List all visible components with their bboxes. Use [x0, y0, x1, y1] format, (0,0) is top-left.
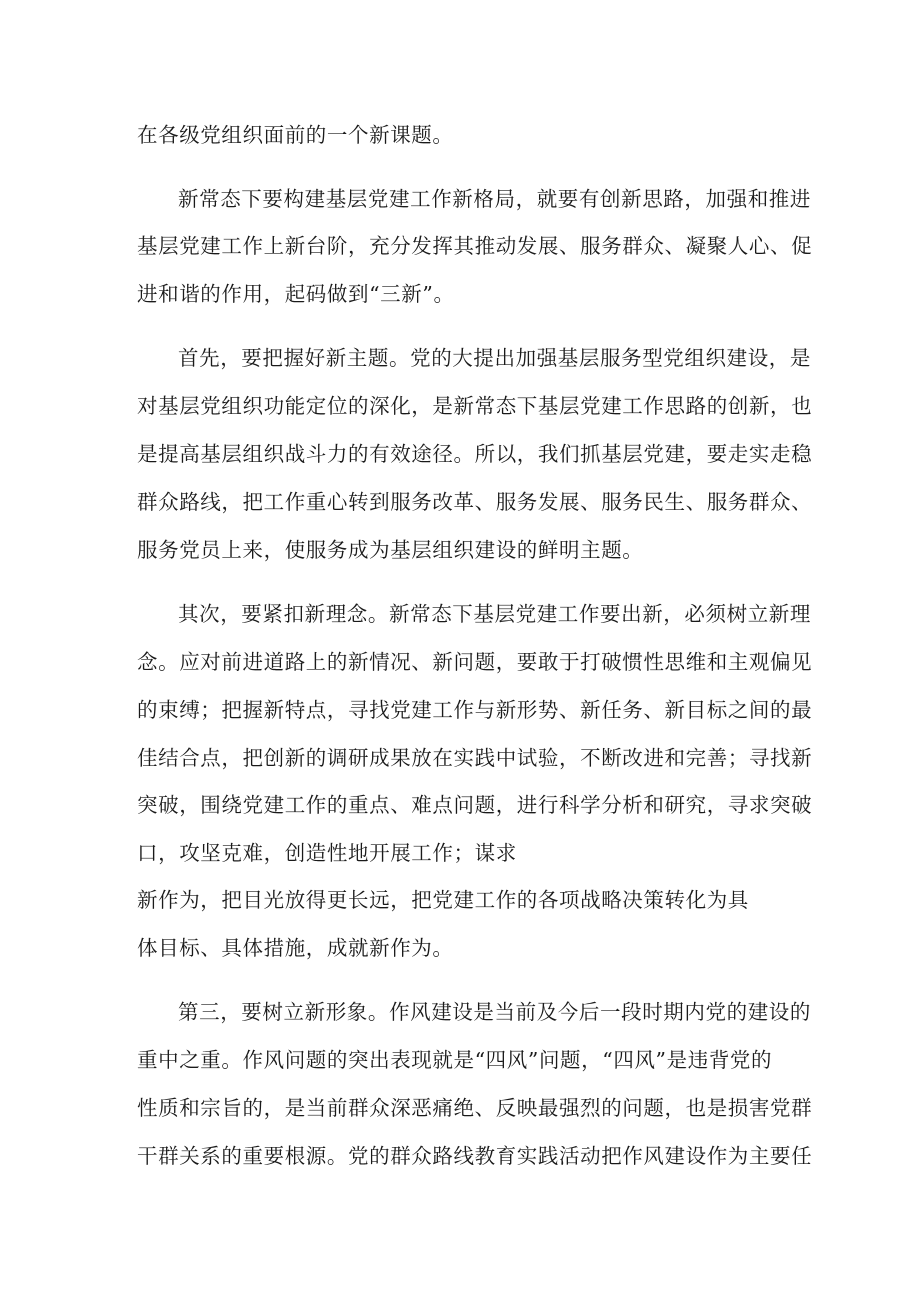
- paragraph-first-line: 新常态下要构建基层党建工作新格局，就要有创新思路，加强和推进: [178, 187, 811, 211]
- paragraph-first-line: 首先，要把握好新主题。党的大提出加强基层服务型党组织建设，是: [178, 346, 811, 370]
- text-line: 口，攻坚克难，创造性地开展工作；谋求: [137, 841, 517, 865]
- text-line: 念。应对前进道路上的新情况、新问题，要敢于打破惯性思维和主观偏见: [137, 650, 813, 674]
- paragraph-first-line: 其次，要紧扣新理念。新常态下基层党建工作要出新，必须树立新理: [178, 602, 811, 626]
- text-line: 重中之重。作风问题的突出表现就是“四风”问题，“四风”是违背党的: [137, 1048, 773, 1072]
- text-line: 性质和宗旨的，是当前群众深恶痛绝、反映最强烈的问题，也是损害党群: [137, 1096, 813, 1120]
- text-line: 干群关系的重要根源。党的群众路线教育实践活动把作风建设作为主要任: [137, 1144, 813, 1168]
- text-line: 突破，围绕党建工作的重点、难点问题，进行科学分析和研究，寻求突破: [137, 793, 813, 817]
- text-line: 的束缚；把握新特点，寻找党建工作与新形势、新任务、新目标之间的最: [137, 698, 813, 722]
- text-line: 基层党建工作上新台阶，充分发挥其推动发展、服务群众、凝聚人心、促: [137, 234, 813, 258]
- text-line: 佳结合点，把创新的调研成果放在实践中试验，不断改进和完善；寻找新: [137, 746, 813, 770]
- text-line: 体目标、具体措施，成就新作为。: [137, 936, 454, 960]
- paragraph-first-line: 第三，要树立新形象。作风建设是当前及今后一段时期内党的建设的: [178, 1000, 811, 1024]
- text-line: 进和谐的作用，起码做到“三新”。: [137, 282, 455, 306]
- text-line: 群众路线，把工作重心转到服务改革、服务发展、服务民生、服务群众、: [137, 490, 813, 514]
- text-line: 新作为，把目光放得更长远，把党建工作的各项战略决策转化为具: [137, 888, 749, 912]
- text-line: 对基层党组织功能定位的深化，是新常态下基层党建工作思路的创新，也: [137, 394, 813, 418]
- text-line: 服务党员上来，使服务成为基层组织建设的鲜明主题。: [137, 538, 644, 562]
- text-line: 是提高基层组织战斗力的有效途径。所以，我们抓基层党建，要走实走稳: [137, 442, 813, 466]
- text-line: 在各级党组织面前的一个新课题。: [137, 123, 454, 147]
